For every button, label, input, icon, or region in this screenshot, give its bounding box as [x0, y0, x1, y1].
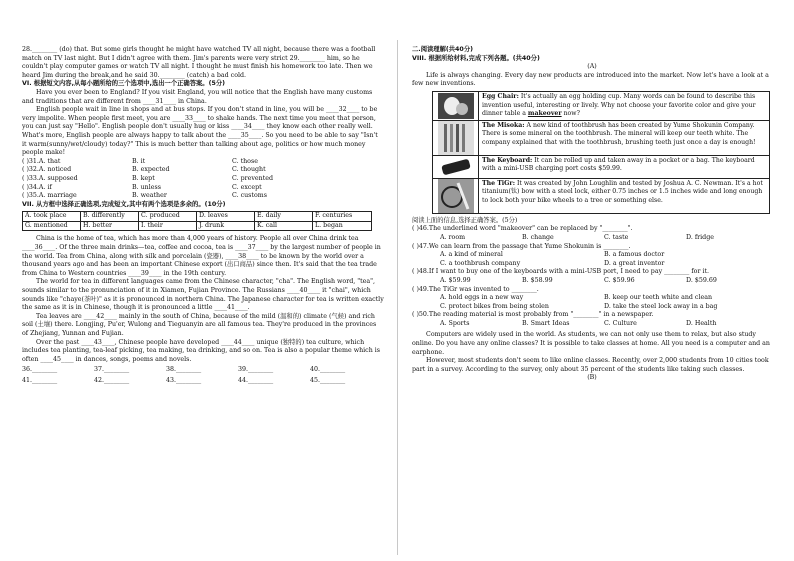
option-50c[interactable]: C. Culture	[604, 319, 637, 327]
part-2-title: 二.阅读理解(共40分)	[412, 46, 473, 53]
question-stem: ( )47.We can learn from the passage that Yume Shokunin is ________.	[412, 242, 631, 250]
section-7-paragraph-1: China is the home of tea, which has more than 4,000 years of history. People all over China drink tea ____36____. Of the three main drinks—tea, coffee and cocoa, tea is ____37____ by the largest number of people in the world. Tea from China, along with silk and porcelain (瓷器), ____38____ to be known by the world over a thousand years ago and has been an important Chinese export (出口商品) since then. It's said that the tea trade from China to Western countries ____39____ in the 19th century.	[22, 235, 381, 277]
invention-row-keyboard	[433, 156, 769, 179]
option-48c[interactable]: C. $59.96	[604, 276, 635, 284]
option-50b[interactable]: B. Smart Ideas	[522, 319, 570, 327]
option-31b[interactable]: B. it	[132, 157, 146, 165]
tigr-lock-icon	[433, 179, 479, 213]
section-8-title: VIII. 根据所给材料,完成下列各题。(共40分)	[412, 54, 540, 62]
word-option: D. leaves	[197, 212, 255, 221]
answer-blank-36[interactable]: 36.________	[22, 366, 58, 374]
underlined-word: makeover	[527, 110, 562, 118]
answer-blank-38[interactable]: 38.________	[166, 366, 202, 374]
section-6-paragraph-2: English people wait in line in shops and at bus stops. If you don't stand in line, you will be ____32____ to be very impolite. When people first meet, you are ____33____ to shake hands. The next time you meet that person, you can just say "Hello". English people don't usually hug or kiss ____34____ they know each other really well. What's more, English people are always happy to talk about the ____35____. So you need to be able to say "Isn't it warm(sunny/wet/cloudy) today?" This is much better than talking about age, politics or how much money people make!	[22, 106, 378, 157]
word-option: E. daily	[255, 212, 313, 221]
option-49a[interactable]: A. hold eggs in a new way	[440, 294, 524, 302]
left-column	[22, 46, 384, 386]
option-50a[interactable]: A. Sports	[440, 319, 470, 327]
egg-chair-icon	[433, 92, 479, 120]
option-49b[interactable]: B. keep our teeth white and clean	[604, 294, 712, 302]
question-stem: ( )46.The underlined word "makeover" can be replaced by "________".	[412, 225, 633, 233]
invention-description: It's actually an egg holding cup. Many words can be found to describe this invention useful, interesting or lively. Why not choose your favorite color and give your dinner table a	[482, 92, 756, 118]
option-48a[interactable]: A. $59.99	[440, 276, 471, 284]
word-box-row-1	[23, 212, 371, 222]
word-option: J. drunk	[197, 222, 255, 231]
section-6-options	[22, 158, 384, 201]
column-divider	[397, 40, 398, 555]
option-33b[interactable]: B. kept	[132, 174, 155, 182]
right-column	[412, 46, 772, 383]
option-47a[interactable]: A. a kind of mineral	[440, 251, 503, 259]
word-option: F. centuries	[315, 212, 353, 220]
option-34b[interactable]: B. unless	[132, 183, 161, 191]
option-31c[interactable]: C. those	[232, 157, 258, 165]
option-46c[interactable]: C. taste	[604, 233, 629, 241]
answer-blank-44[interactable]: 44.________	[238, 376, 274, 384]
answer-blank-43[interactable]: 43.________	[166, 376, 202, 384]
option-46d[interactable]: D. fridge	[686, 233, 714, 241]
option-34c[interactable]: C. except	[232, 183, 262, 191]
invention-name: The Misoka:	[482, 121, 525, 129]
question-47	[412, 243, 772, 269]
answer-row-2	[22, 377, 384, 386]
question-48	[412, 268, 772, 285]
option-49c[interactable]: C. protect bikes from being stolen	[440, 302, 549, 310]
answer-blank-41[interactable]: 41.________	[22, 376, 58, 384]
word-box	[22, 211, 372, 231]
option-47d[interactable]: D. a great inventor	[604, 259, 665, 267]
invention-name: The TiGr:	[482, 179, 515, 187]
section-7-paragraph-3: Tea leaves are ____42____ mainly in the south of China, because of the mild (温和的) climate (气候) and rich soil (土壤) there. Longjing, Pu'er, Wulong and Tieguanyin are all famous tea. They're produced in the provinces of Zhejiang, Yunnan and Fujian.	[22, 312, 377, 337]
question-stem: ( )49.The TiGr was invented to ________.	[412, 285, 539, 293]
option-48d[interactable]: D. $59.69	[686, 276, 717, 284]
answer-row-1	[22, 366, 384, 375]
section-7-title: VII. 从方框中选择正确选项,完成短文,其中有两个选项是多余的。(10分)	[22, 200, 226, 208]
option-50d[interactable]: D. Health	[686, 319, 717, 327]
passage-paragraph-2: However, most students don't seem to like online classes. Recently, over 2,000 students from 10 cities took part in a survey. According to the survey, only about 35 percent of the students like taking such classes.	[412, 357, 769, 373]
answer-blank-42[interactable]: 42.________	[94, 376, 130, 384]
option-33a[interactable]: ( )33.A. supposed	[22, 174, 78, 182]
option-row-32	[22, 166, 384, 175]
invention-row-misoka	[433, 121, 769, 156]
question-49	[412, 286, 772, 312]
word-option: C. produced	[139, 212, 197, 221]
word-option: L. began	[315, 221, 343, 229]
question-stem: ( )48.If I want to buy one of the keyboards with a mini-USB port, I need to pay ________ for it.	[412, 268, 710, 276]
toothbrush-icon	[433, 121, 479, 155]
invention-name: Egg Chair:	[482, 92, 519, 100]
answer-blank-40[interactable]: 40.________	[310, 366, 346, 374]
option-46b[interactable]: B. change	[522, 233, 554, 241]
section-6-paragraph-1: Have you ever been to England? If you visit England, you will notice that the English have many customs and traditions that are different from ____31____ in China.	[22, 88, 373, 105]
option-32b[interactable]: B. expected	[132, 166, 170, 174]
option-47c[interactable]: C. a toothbrush company	[440, 259, 521, 267]
passage-paragraph-1: Computers are widely used in the world. As students, we can not only use them to relax, but also study online. Do you have any online classes? It is possible to take classes at home. All you need is a computer and an earphone.	[412, 331, 770, 356]
word-option: I. their	[139, 222, 197, 231]
option-35b[interactable]: B. weather	[132, 192, 167, 200]
invention-description: It was created by John Loughlin and tested by Joshua A. C. Newman. It's a hot titanium(钛) bow with a steel lock, either 0.75 inches or 1.5 inches wide and long enough to lock both your bike wheels to a tree or something else.	[482, 179, 763, 204]
word-option: A. took place	[23, 212, 81, 221]
option-32a[interactable]: ( )32.A. noticed	[22, 166, 72, 174]
word-option: K. call	[255, 222, 313, 231]
option-35c[interactable]: C. customs	[232, 192, 267, 200]
word-option: G. mentioned	[23, 222, 81, 231]
intro-paragraph: Life is always changing. Every day new products are introduced into the market. Now let's have a look at a few new inventions.	[412, 71, 769, 88]
passage-b-label: (B)	[587, 374, 597, 382]
invention-description: A new kind of toothbrush has been created by Yume Shokunin Company. There is some mineral on the toothbrush. The mineral will keep our teeth white. The company explained that with the toothbrush, brushing teeth just once a day is enough!	[482, 121, 756, 146]
invention-description: It can be rolled up and taken away in a pocket or a bag. The keyboard with a mini-USB charging port costs $59.99.	[482, 156, 755, 173]
inventions-table	[432, 91, 770, 214]
invention-row-egg-chair	[433, 92, 769, 121]
answer-blank-39[interactable]: 39.________	[238, 366, 274, 374]
answer-blank-45[interactable]: 45.________	[310, 376, 346, 384]
passage-a-label: (A)	[587, 63, 597, 71]
answer-blank-37[interactable]: 37.________	[94, 366, 130, 374]
option-49d[interactable]: D. take the steel lock away in a bag	[604, 302, 718, 310]
word-box-row-2	[23, 222, 371, 231]
section-7-paragraph-2: The world for tea in different languages came from the Chinese character, "cha". The English word, "tea", sounds similar to the pronunciation of it in Xiamen, Fujian Province. The Russians ____40____ it "chai", which sounds like "chaye(茶叶)" as it is pronounced in northern China. The Japanese character for tea is written exactly the same as it is in Chinese, though it is pronounced a little ____41____.	[22, 278, 384, 312]
option-46a[interactable]: A. room	[440, 233, 466, 241]
option-35a[interactable]: ( )35.A. marriage	[22, 192, 77, 200]
question-46	[412, 225, 772, 242]
word-option: B. differently	[81, 212, 139, 221]
option-row-33	[22, 175, 384, 184]
option-row-35	[22, 192, 384, 201]
option-48b[interactable]: B. $58.99	[522, 276, 553, 284]
section-6-title: VI. 根据短文内容,从每小题所给的三个选项中,选出一个正确答案。(5分)	[22, 80, 226, 88]
option-31a[interactable]: ( )31.A. that	[22, 157, 61, 165]
reading-instruction: 阅读上面的信息,选择正确答案。(5分)	[412, 216, 518, 224]
invention-name: The Keyboard:	[482, 156, 533, 164]
option-34a[interactable]: ( )34.A. if	[22, 183, 52, 191]
question-stem: ( )50.The reading material is most probably from "________" in a newspaper.	[412, 311, 654, 319]
question-50	[412, 311, 772, 328]
option-33c[interactable]: C. prevented	[232, 174, 273, 182]
invention-row-tigr	[433, 179, 769, 213]
option-row-31	[22, 158, 384, 167]
invention-description-end: now?	[561, 110, 580, 118]
option-row-34	[22, 184, 384, 193]
word-option: H. better	[81, 222, 139, 231]
question-28-30-text: 28.________ (do) that. But some girls thought he might have watched TV all night, because there was a football match on TV last night. But I didn't agree with them. Jim's parents were very strict 29.________ him, so he couldn't play computer games or watch TV all night. I thought he must finish his homework too late. Then we heard Jim during the break,and he said 30.________ (catch) a bad cold.	[22, 46, 376, 79]
option-32c[interactable]: C. thought	[232, 166, 266, 174]
keyboard-icon	[433, 156, 479, 178]
section-7-paragraph-4: Over the past ____43____, Chinese people have developed ____44____ unique (独特的) tea culture, which includes tea planting, tea-leaf picking, tea making, tea drinking, and so on. Tea is also a popular theme which is often ____45____ in dances, songs, poems and novels.	[22, 338, 381, 363]
option-47b[interactable]: B. a famous doctor	[604, 251, 665, 259]
